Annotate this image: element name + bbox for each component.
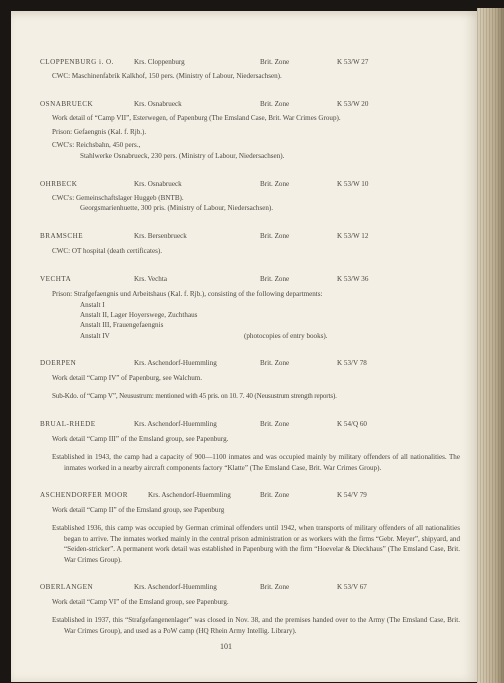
map-reference: K 53/W 12 <box>337 231 369 240</box>
entry-note: (photocopies of entry books). <box>244 331 328 340</box>
map-reference: K 54/V 79 <box>337 490 367 499</box>
entry-detail: Work detail “Camp II” of the Emsland group, see Papenburg <box>52 505 225 514</box>
entry-bramsche <box>40 231 460 256</box>
entry-detail: Anstalt I <box>80 300 105 309</box>
page-number: 101 <box>220 642 232 651</box>
zone: Brit. Zone <box>260 100 290 109</box>
zone: Brit. Zone <box>260 358 290 367</box>
entry-detail <box>40 331 460 341</box>
entry-detail: CWC's: Gemeinschaftslager Huggeb (BNTB). <box>52 194 184 203</box>
entry-cloppenburg <box>40 57 460 81</box>
entry-detail: Anstalt IV <box>80 331 110 340</box>
place-name: BRUAL-RHEDE <box>40 419 96 428</box>
entry-detail: Stahlwerke Osnabrueck, 230 pers. (Ministry of Labour, Niedersachsen). <box>80 151 285 160</box>
place-name: OSNABRUECK <box>40 100 94 109</box>
district: Krs. Bersenbrueck <box>134 231 187 240</box>
place-name: OHRBECK <box>40 180 78 189</box>
map-reference: K 53/V 67 <box>337 582 367 591</box>
entry-detail: Georgsmarienhuette, 300 pris. (Ministry of Labour, Niedersachsen). <box>80 204 274 213</box>
entry-detail: Established 1936, this camp was occupied by German criminal offenders until 1942, when transports of military offenders of all nationalities began to arrive. The inmates worked mainly in the central prison administration or as workers with the firms “Gebr. Meyer”, shipyard, and “Seiden-stricker”. A permanent work detail was established in Papenburg with the firm “Hoevelar & Dieckhaus” (The Emsland Case, Brit. War Crimes Group). <box>52 524 460 564</box>
district: Krs. Aschendorf-Huemmling <box>148 490 231 499</box>
entry-detail: Anstalt II, Lager Hoyerswege, Zuchthaus <box>80 311 198 320</box>
entry-detail: CWC: OT hospital (death certificates). <box>52 246 162 255</box>
entry-detail: Work detail “Camp VI” of the Emsland group, see Papenburg. <box>52 597 229 606</box>
entry-brual-rhede <box>40 419 460 473</box>
place-name: DOERPEN <box>40 358 77 367</box>
map-reference: K 53/W 36 <box>337 275 369 284</box>
entry-detail: Established in 1937, this “Strafgefangenenlager” was closed in Nov. 38, and the premises handed over to the Army (The Emsland Case, Brit. War Crimes Group), and used as a PoW camp (HQ Rhein Army Intellig. Library). <box>52 616 460 635</box>
entry-detail: Prison: Strafgefaengnis und Arbeitshaus (Kal. f. Rjb.), consisting of the following departments: <box>52 290 323 299</box>
entry-vechta <box>40 274 460 341</box>
map-reference: K 53/W 20 <box>337 100 369 109</box>
district: Krs. Vechta <box>134 275 167 284</box>
zone: Brit. Zone <box>260 490 290 499</box>
zone: Brit. Zone <box>260 582 290 591</box>
entry-doerpen <box>40 358 460 402</box>
map-reference: K 53/W 10 <box>337 180 369 189</box>
entry-detail: Work detail “Camp IV” of Papenburg, see Walchum. <box>52 373 203 382</box>
district: Krs. Osnabrueck <box>134 100 182 109</box>
entry-oberlangen <box>40 582 460 636</box>
book-page-edges <box>477 8 504 683</box>
entry-aschendorfer-moor <box>40 490 460 565</box>
zone: Brit. Zone <box>260 419 290 428</box>
place-name: ASCHENDORFER MOOR <box>40 490 128 499</box>
entry-detail: Anstalt III, Frauengefaengnis <box>80 321 164 330</box>
place-name: CLOPPENBURG i. O. <box>40 58 114 66</box>
entry-detail: Work detail of “Camp VII”, Esterwegen, of Papenburg (The Emsland Case, Brit. War Crimes Group). <box>52 114 341 123</box>
zone: Brit. Zone <box>260 58 290 66</box>
district: Krs. Aschendorf-Huemmling <box>134 358 217 367</box>
map-reference: K 54/Q 60 <box>337 419 367 428</box>
zone: Brit. Zone <box>260 275 290 284</box>
place-name: OBERLANGEN <box>40 582 94 591</box>
zone: Brit. Zone <box>260 231 290 240</box>
place-name: VECHTA <box>40 275 72 284</box>
map-reference: K 53/V 78 <box>337 358 367 367</box>
entry-detail: Established in 1943, the camp had a capacity of 900—1100 inmates and was occupied mainly by military offenders of all nationalities. The inmates worked in a nearby aircraft components factory “Klatte” (The Emsland Case, Brit. War Crimes Group). <box>52 453 460 472</box>
entry-detail: CWC: Maschinenfabrik Kalkhof, 150 pers. (Ministry of Labour, Niedersachsen). <box>52 72 282 80</box>
map-reference: K 53/W 27 <box>337 58 369 66</box>
entry-detail: Sub-Kdo. of “Camp V”, Neusustrum: mentioned with 45 pris. on 10. 7. 40 (Neusustrum strength reports). <box>52 392 337 401</box>
entry-ohrbeck <box>40 179 460 214</box>
district: Krs. Aschendorf-Huemmling <box>134 419 217 428</box>
document-body <box>40 57 460 647</box>
entry-detail: Prison: Gefaengnis (Kal. f. Rjb.). <box>52 127 147 136</box>
district: Krs. Osnabrueck <box>134 180 182 189</box>
entry-detail: CWC's: Reichsbahn, 450 pers., <box>52 141 141 150</box>
district: Krs. Aschendorf-Huemmling <box>134 582 217 591</box>
entry-osnabrueck <box>40 99 460 161</box>
district: Krs. Cloppenburg <box>134 58 185 66</box>
place-name: BRAMSCHE <box>40 231 84 240</box>
zone: Brit. Zone <box>260 180 290 189</box>
entry-detail: Work detail “Camp III” of the Emsland group, see Papenburg. <box>52 434 229 443</box>
